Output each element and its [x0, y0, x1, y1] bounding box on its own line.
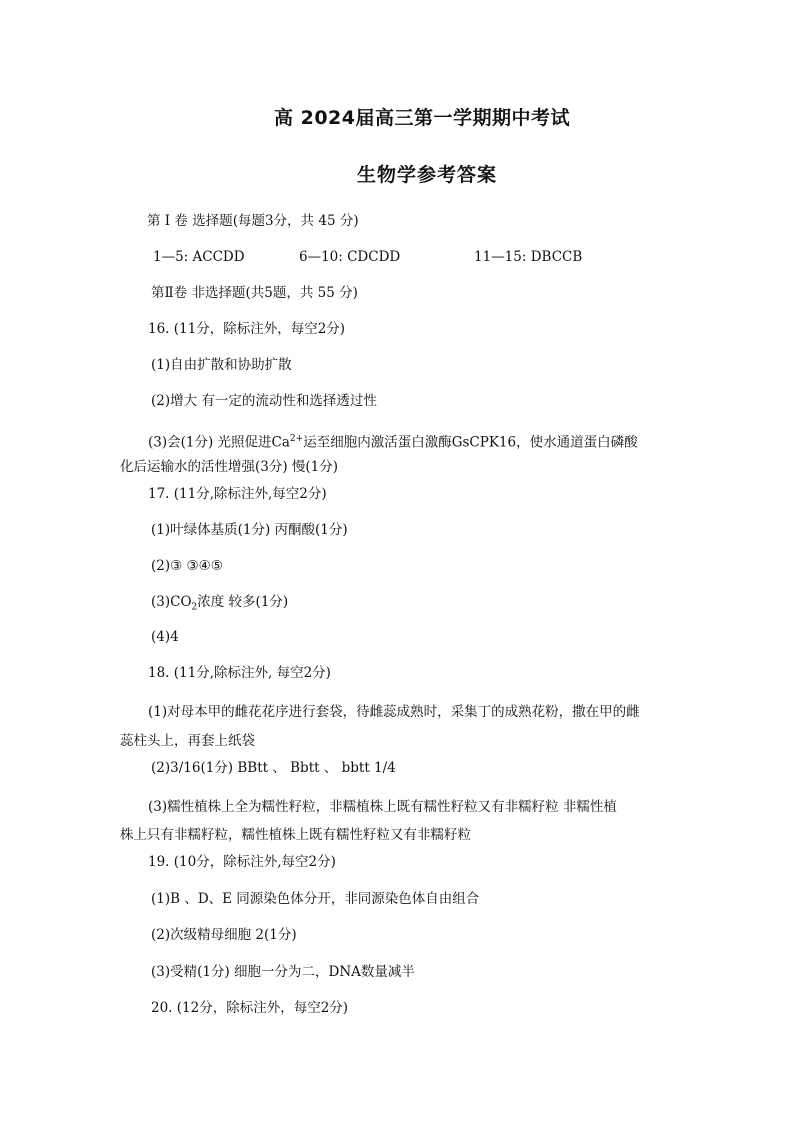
q18-answer-2: (2)3/16(1分) BBtt 、 Bbtt 、 bbtt 1/4: [151, 760, 396, 776]
mc-answers-11-15: 11—15: DBCCB: [474, 249, 583, 265]
q19-heading: 19. (10分，除标注外,每空2分): [148, 854, 336, 870]
section1-heading: 第 Ⅰ 卷 选择题(每题3分，共 45 分): [147, 213, 359, 229]
q17-answer-4: (4)4: [151, 629, 179, 645]
q20-heading: 20. (12分，除标注外，每空2分): [151, 1000, 349, 1016]
q16-answer-2: (2)增大 有一定的流动性和选择透过性: [151, 393, 377, 409]
answer-key-title: 生物学参考答案: [356, 164, 497, 186]
q16-answer-3-line1: (3)会(1分) 光照促进$Ca^{2+}$运至细胞内激活蛋白激酶GsCPK16，使水通道蛋白磷酸: [148, 434, 638, 451]
q19-answer-1: (1)B 、D、E 同源染色体分开，非同源染色体自由组合: [151, 891, 480, 907]
q16-heading: 16. (11分，除标注外，每空2分): [148, 321, 346, 337]
q19-answer-3: (3)受精(1分) 细胞一分为二，DNA数量减半: [151, 964, 415, 980]
q16-answer-1: (1)自由扩散和协助扩散: [151, 357, 292, 373]
q18-heading: 18. (11分,除标注外, 每空2分): [148, 665, 331, 681]
q16-answer-3-line2: 化后运输水的活性增强(3分) 慢(1分): [120, 459, 339, 475]
q18-answer-1-line2: 蕊柱头上，再套上纸袋: [120, 733, 255, 749]
exam-title: 高 2024届高三第一学期期中考试: [274, 107, 570, 129]
q19-answer-2: (2)次级精母细胞 2(1分): [151, 927, 297, 943]
q18-answer-3-line1: (3)糯性植株上全为糯性籽粒，非糯植株上既有糯性籽粒又有非糯籽粒 非糯性植: [148, 799, 617, 815]
q17-answer-2: (2)③ ③④⑤: [151, 558, 223, 574]
mc-answers-6-10: 6—10: CDCDD: [299, 249, 401, 265]
section2-heading: 第Ⅱ卷 非选择题(共5题，共 55 分): [151, 285, 358, 301]
q17-answer-3: $(3)CO_2$浓度 较多(1分): [151, 594, 289, 613]
q18-answer-3-line2: 株上只有非糯籽粒，糯性植株上既有糯性籽粒又有非糯籽粒: [120, 827, 471, 843]
q17-answer-1: (1)叶绿体基质(1分) 丙酮酸(1分): [151, 522, 348, 538]
q18-answer-1-line1: (1)对母本甲的雌花花序进行套袋，待雌蕊成熟时，采集丁的成熟花粉，撒在甲的雌: [148, 704, 640, 720]
mc-answers-1-5: 1—5: ACCDD: [153, 249, 245, 265]
q17-heading: 17. (11分,除标注外,每空2分): [148, 486, 327, 502]
